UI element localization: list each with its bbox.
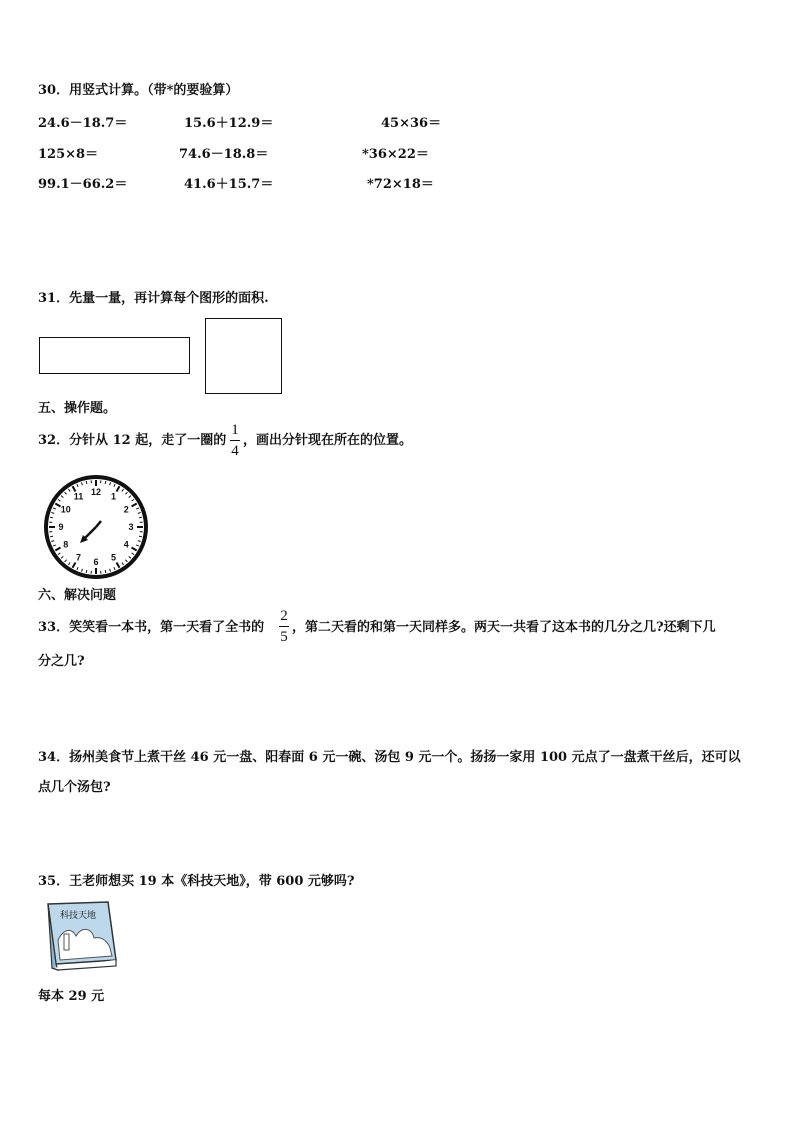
clock-number: 7 xyxy=(75,552,82,563)
clock-number: 9 xyxy=(58,522,64,532)
clock-icon xyxy=(43,474,149,580)
rectangle-shape xyxy=(39,337,190,374)
clock-number: 6 xyxy=(93,557,99,567)
q30-r1c2: 15.6＋12.9＝ xyxy=(184,116,274,131)
book-icon xyxy=(42,898,120,974)
q30-r3c2: 41.6＋15.7＝ xyxy=(184,177,274,192)
clock-tick xyxy=(139,536,142,537)
clock-tick xyxy=(139,517,142,518)
q30-title: 30．用竖式计算。（带*的要验算） xyxy=(38,83,239,98)
section-5-heading: 五、操作题。 xyxy=(38,401,117,416)
clock-number: 12 xyxy=(90,487,102,497)
q35-title: 35．王老师想买 19 本《科技天地》，带 600 元够吗? xyxy=(38,874,355,889)
q32-frac-numerator: 1 xyxy=(231,422,239,438)
q34-line1: 34．扬州美食节上煮干丝 46 元一盘、阳春面 6 元一碗、汤包 9 元一个。扬扬一家用 100 元点了一盘煮干丝后，还可以 xyxy=(38,750,741,765)
q30-r1c3: 45×36＝ xyxy=(381,116,442,131)
q33-frac-denominator: 5 xyxy=(280,629,288,645)
clock-tick xyxy=(50,517,53,518)
q33-frac-numerator: 2 xyxy=(280,608,288,624)
q35-price: 每本 29 元 xyxy=(38,989,105,1004)
book-title-text: 科技天地 xyxy=(59,911,97,921)
q30-r2c2: 74.6－18.8＝ xyxy=(179,147,269,162)
q32-text-after: ，画出分针现在所在的位置。 xyxy=(243,433,413,448)
q31-title: 31．先量一量，再计算每个图形的面积. xyxy=(38,291,269,306)
clock-tick xyxy=(86,481,87,484)
q33-frac-bar xyxy=(279,626,289,627)
q30-r2c3: *36×22＝ xyxy=(362,147,429,162)
clock-number: 4 xyxy=(123,539,129,550)
q32-frac-denominator: 4 xyxy=(231,443,239,459)
q33-line2: 分之几? xyxy=(38,654,85,669)
clock-number: 5 xyxy=(110,552,117,563)
clock-number: 1 xyxy=(110,491,117,502)
square-shape xyxy=(205,318,282,394)
clock-tick xyxy=(86,570,87,573)
clock-number: 8 xyxy=(63,539,69,550)
q30-r3c1: 99.1－66.2＝ xyxy=(38,177,128,192)
section-6-heading: 六、解决问题 xyxy=(38,588,117,603)
q30-r2c1: 125×8＝ xyxy=(38,147,99,162)
q33-text-before: 33．笑笑看一本书，第一天看了全书的 xyxy=(38,620,265,635)
clock-tick xyxy=(50,536,53,537)
q34-line2: 点几个汤包? xyxy=(38,780,111,795)
clock-tick xyxy=(105,481,106,484)
q30-r1c1: 24.6－18.7＝ xyxy=(38,116,128,131)
q32-text-before: 32．分针从 12 起，走了一圈的 xyxy=(38,433,227,448)
book-tower-illustration xyxy=(64,934,69,950)
clock-number: 11 xyxy=(73,491,84,502)
clock-tick xyxy=(105,570,106,573)
clock-number: 10 xyxy=(60,504,71,515)
q30-r3c3: *72×18＝ xyxy=(367,177,434,192)
clock-number: 3 xyxy=(128,522,134,532)
q32-frac-bar xyxy=(230,440,240,441)
clock-number: 2 xyxy=(123,504,129,515)
q33-text-after: ，第二天看的和第一天同样多。两天一共看了这本书的几分之几?还剩下几 xyxy=(292,620,716,635)
